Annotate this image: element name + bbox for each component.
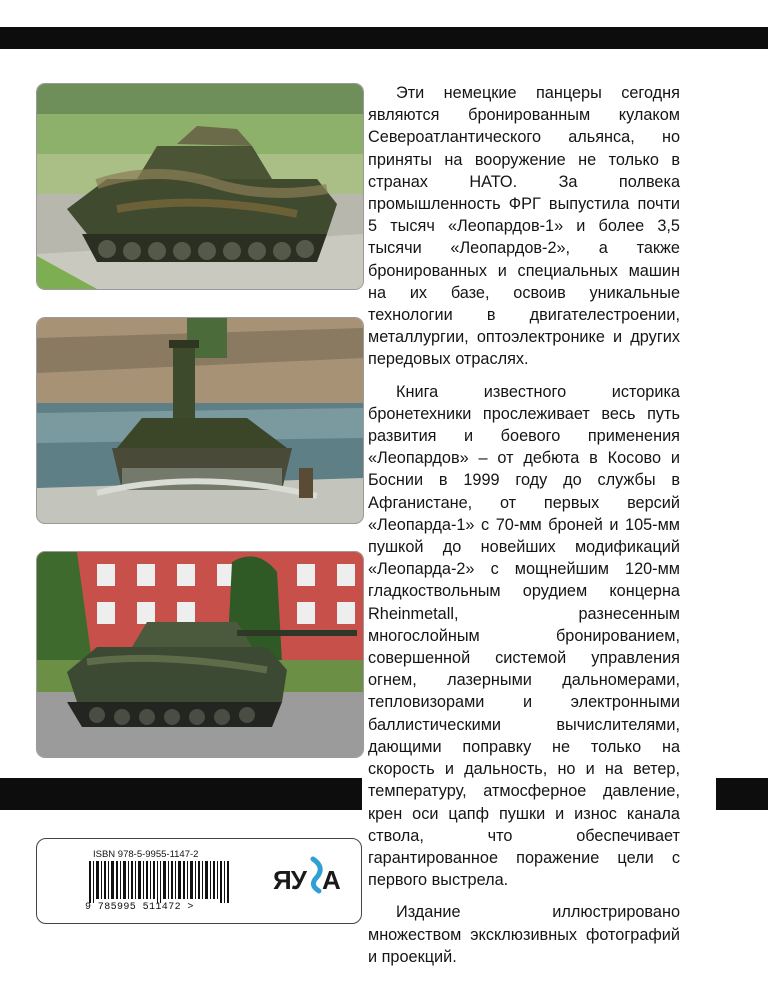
paragraph-history: Книга известного историка бронетехники прослеживает весь путь развития и боевого применения «Леопардов» – от дебюта в Косово и Боснии в 1999 году до службы в Афганистане, от первых версий «Леопарда-1» с 70-мм броней и 105-мм пушкой до новейших модификаций «Леопарда-2» с мощнейшим 120-мм гладкоствольным орудием концерна Rheinmetall, разнесенным многослойным бронированием, совершенной системой управления огнем, лазерными дальномерами, тепловизорами и электронными баллистическими вычислителями, дающими поправку не только на скорость и дальность, но и на ветер, температуру, атмосферное давление, крен оси цапф пушки и износ канала ствола, что обеспечивает гарантированное поражение цели с первого выстрела. [368, 382, 680, 890]
barcode-icon [89, 861, 229, 903]
paragraph-intro: Эти немецкие панцеры сегодня являются бронированным кулаком Североатлантического альянса, но приняты на вооружение не только в странах НАТО. За полвека промышленность ФРГ выпустила почти 5 тысяч «Леопардов-1» и более 3,5 тысячи «Леопардов-2», а также бронированных и специальных машин на их базе, освоив уникальные технологии в двигателестроении, металлургии, оптоэлектронике и других передовых отраслях. [368, 84, 680, 369]
svg-text:А: А [322, 865, 341, 895]
annotation-text [368, 82, 680, 978]
svg-text:ЯУ: ЯУ [273, 865, 306, 895]
tank-photo-building [36, 551, 364, 758]
middle-black-bar-left [0, 778, 362, 810]
top-black-bar [0, 27, 768, 49]
isbn-panel [36, 838, 362, 924]
publisher-logo-icon [273, 853, 343, 907]
barcode-digits: 9 785995 511472 > [85, 902, 194, 913]
isbn-label: ISBN 978-5-9955-1147-2 [93, 849, 199, 860]
tank-photo-fording [36, 317, 364, 524]
middle-black-bar-right [716, 778, 768, 810]
paragraph-illustrations: Издание иллюстрировано множеством эксклюзивных фотографий и проекций. [368, 903, 680, 966]
tank-photo-camouflage [36, 83, 364, 290]
